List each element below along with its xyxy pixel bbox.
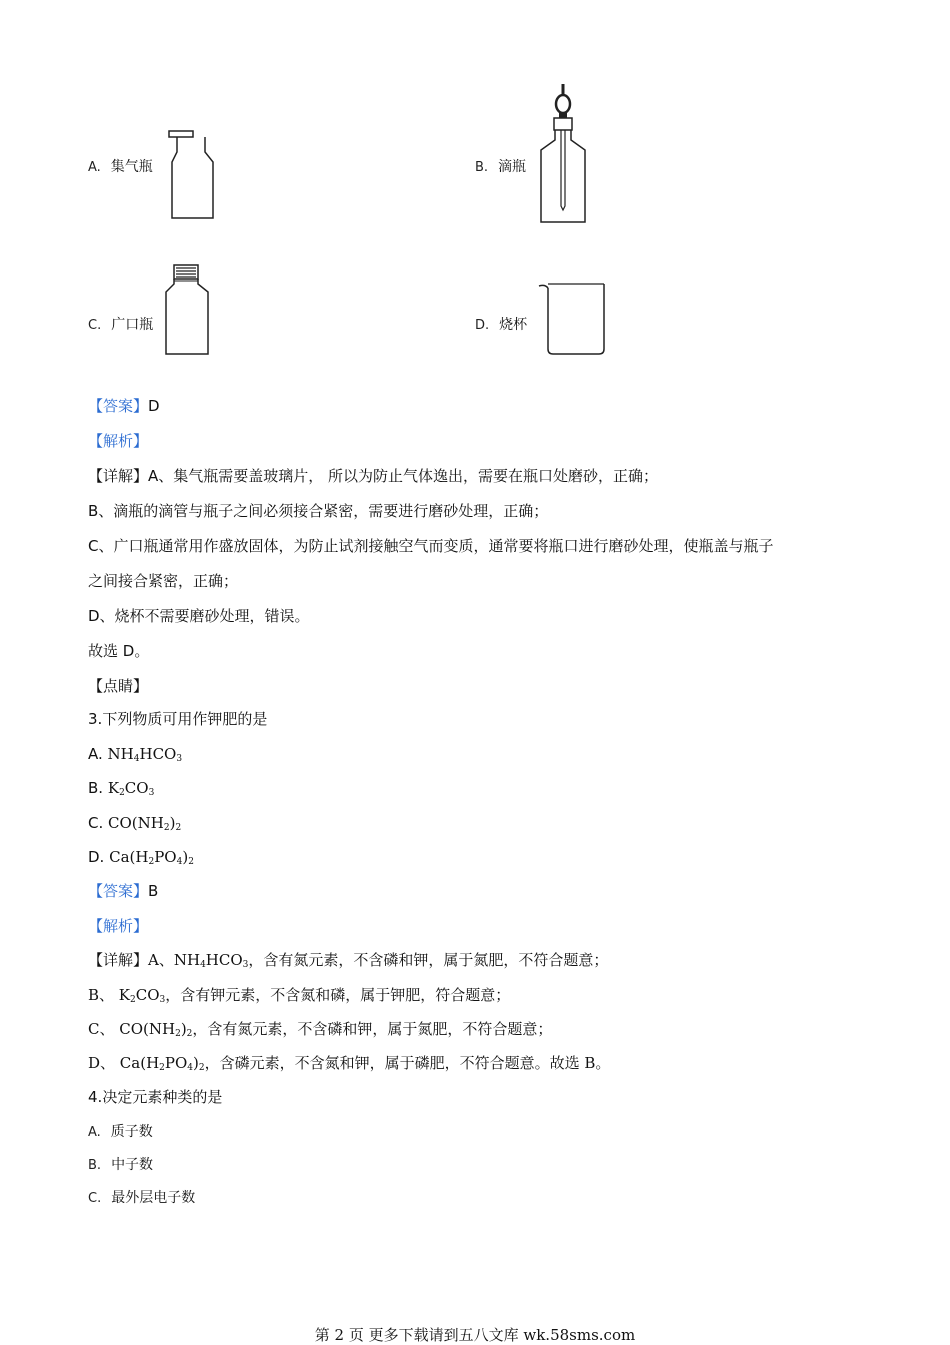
question-text: 决定元素种类的是 (102, 1088, 223, 1106)
q3-detail-b: B、 $K_2CO_3$，含有钾元素，不含氮和磷，属于钾肥，符合题意； (88, 986, 511, 1005)
question-text: 下列物质可用作钾肥的是 (102, 710, 268, 728)
q2-detail-line: D、烧杯不需要磨砂处理，错误。 (88, 607, 310, 625)
q3-answer (88, 881, 158, 901)
option-letter: B. (88, 1158, 102, 1173)
answer-tag: 【答案】 (88, 397, 149, 415)
formula: $Ca(H_2PO_4)_2$ (109, 848, 194, 867)
q2-detail-line: 之间接合紧密，正确； (88, 572, 239, 590)
option-label: 集气瓶 (110, 159, 153, 175)
q3-option-a (88, 744, 182, 764)
option-label: 烧杯 (499, 317, 528, 333)
beaker-icon (537, 280, 607, 358)
option-label: 滴瓶 (498, 159, 527, 175)
q3-detail-a: 【详解】A、$NH_4HCO_3$，含有氮元素，不含磷和钾，属于氮肥，不符合题意； (88, 951, 609, 970)
option-letter: C. (88, 318, 102, 333)
question-number: 4. (88, 1088, 103, 1106)
option-letter: C. (88, 1191, 102, 1206)
formula: $K_2CO_3$ (107, 779, 155, 798)
q2-detail-line: B、滴瓶的滴管与瓶子之间必须接合紧密，需要进行磨砂处理，正确； (88, 502, 549, 520)
wide-mouth-bottle-icon (162, 262, 217, 360)
q4-option-b (88, 1154, 153, 1174)
option-d (475, 314, 527, 334)
option-b (475, 156, 526, 176)
q3-stem (88, 709, 267, 729)
q4-stem (88, 1087, 222, 1107)
option-letter: D. (88, 848, 105, 866)
answer-value: B (148, 882, 159, 900)
q3-option-b (88, 778, 154, 798)
formula: $CO(NH_2)_2$ (108, 814, 182, 833)
q3-option-c (88, 813, 181, 833)
q2-detail-line: 故选 D。 (88, 642, 150, 660)
option-letter: A. (88, 745, 103, 763)
q2-answer (88, 396, 160, 416)
q4-option-a (88, 1121, 153, 1141)
detail-tag: 【详解】 (88, 467, 149, 485)
option-c (88, 314, 153, 334)
q3-analysis-tag: 【解析】 (88, 917, 149, 935)
answer-tag: 【答案】 (88, 882, 149, 900)
q4-option-c (88, 1187, 195, 1207)
option-letter: A. (88, 160, 101, 175)
option-text: 质子数 (110, 1124, 153, 1140)
option-letter: A. (88, 1125, 101, 1140)
dropper-bottle-icon (535, 82, 595, 227)
option-letter: B. (88, 779, 104, 797)
q3-detail-d: D、 $Ca(H_2PO_4)_2$，含磷元素，不含氮和钾，属于磷肥，不符合题意。故选 B。 (88, 1054, 611, 1073)
option-text: 中子数 (111, 1157, 154, 1173)
question-number: 3. (88, 710, 103, 728)
detail-text: A、集气瓶需要盖玻璃片， 所以为防止气体逸出，需要在瓶口处磨砂，正确； (148, 467, 659, 485)
gas-collecting-bottle-icon (165, 128, 220, 223)
answer-value: D (148, 397, 160, 415)
option-a (88, 156, 153, 176)
option-label: 广口瓶 (111, 317, 154, 333)
page-footer: 第 2 页 更多下载请到五八文库 wk.58sms.com (314, 1326, 636, 1344)
formula: $NH_4HCO_3$ (107, 745, 183, 764)
q3-detail-c: C、 $CO(NH_2)_2$，含有氮元素，不含磷和钾，属于氮肥，不符合题意； (88, 1020, 553, 1039)
q3-option-d (88, 847, 194, 867)
option-letter: B. (475, 160, 489, 175)
option-letter: D. (475, 318, 490, 333)
q2-detail-line: C、广口瓶通常用作盛放固体，为防止试剂接触空气而变质，通常要将瓶口进行磨砂处理，使瓶盖与瓶子 (88, 537, 774, 555)
q2-comment-tag: 【点睛】 (88, 677, 149, 695)
option-letter: C. (88, 814, 104, 832)
q2-analysis-tag: 【解析】 (88, 432, 149, 450)
option-text: 最外层电子数 (111, 1190, 196, 1206)
q2-detail-line (88, 466, 658, 486)
